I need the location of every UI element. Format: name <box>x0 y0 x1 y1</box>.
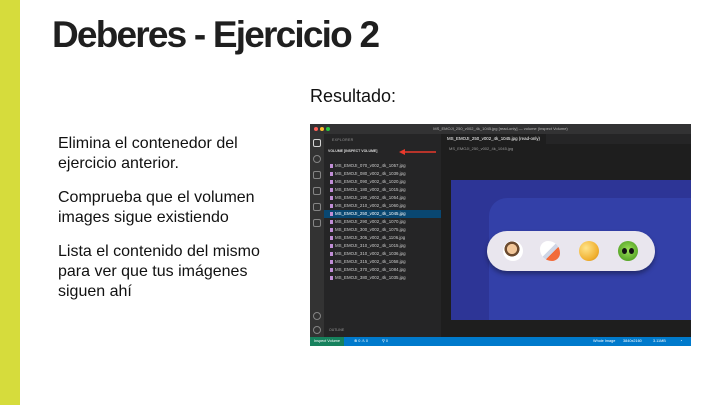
image-preview <box>451 180 691 320</box>
file-name: MS_EMOJI_380_v002_4k_1035.jpg <box>335 275 406 280</box>
file-item[interactable] <box>324 202 441 210</box>
search-icon[interactable] <box>313 155 321 163</box>
image-file-icon <box>330 244 333 248</box>
account-icon[interactable] <box>313 312 321 320</box>
file-item[interactable] <box>324 274 441 282</box>
volume-section-header[interactable]: VOLUME [INSPECT VOLUME] <box>328 149 378 153</box>
image-file-icon <box>330 164 333 168</box>
file-name: MS_EMOJI_070_v002_4k_1057.jpg <box>335 163 406 168</box>
image-file-icon <box>330 196 333 200</box>
file-item[interactable] <box>324 162 441 170</box>
explorer-header: EXPLORER <box>332 138 354 142</box>
file-name: MS_EMOJI_310_v002_4k_1015.jpg <box>335 243 406 248</box>
tab-bar <box>441 134 691 144</box>
image-kind[interactable]: Whole Image <box>593 339 616 343</box>
file-item[interactable] <box>324 266 441 274</box>
image-file-icon <box>330 220 333 224</box>
image-dimensions: 3840x2160 <box>623 339 642 343</box>
file-name: MS_EMOJI_250_v002_4k_1045.jpg <box>335 211 406 216</box>
astronaut-emoji-icon <box>503 241 523 261</box>
image-file-size: 3.11MB <box>653 339 666 343</box>
instructions-list <box>58 134 263 316</box>
file-name: MS_EMOJI_290_v002_4k_1070.jpg <box>335 219 406 224</box>
file-name: MS_EMOJI_315_v002_4k_1058.jpg <box>335 259 406 264</box>
breadcrumb[interactable]: MS_EMOJI_250_v002_4k_1045.jpg <box>449 146 514 151</box>
file-name: MS_EMOJI_300_v002_4k_1075.jpg <box>335 227 406 232</box>
image-file-icon <box>330 172 333 176</box>
outline-section-header[interactable]: OUTLINE <box>329 328 345 332</box>
file-item[interactable] <box>324 170 441 178</box>
instruction-item: Comprueba que el volumen images sigue existiendo <box>58 189 255 226</box>
slide-title: Deberes - Ejercicio 2 <box>52 14 379 55</box>
rocket-emoji-icon <box>540 241 560 261</box>
image-file-icon <box>330 268 333 272</box>
gear-icon[interactable] <box>313 326 321 334</box>
file-name: MS_EMOJI_190_v002_4k_1054.jpg <box>335 195 406 200</box>
red-arrow-icon <box>398 147 438 157</box>
run-debug-icon[interactable] <box>313 187 321 195</box>
accent-bar <box>0 0 20 405</box>
result-label: Resultado: <box>310 86 397 106</box>
image-file-icon <box>330 252 333 256</box>
explorer-sidebar <box>324 134 441 337</box>
image-file-icon <box>330 236 333 240</box>
file-name: MS_EMOJI_080_v002_4k_1039.jpg <box>335 171 406 176</box>
docker-icon[interactable] <box>313 219 321 227</box>
image-file-icon <box>330 276 333 280</box>
file-list <box>324 162 441 282</box>
image-file-icon <box>330 228 333 232</box>
image-file-icon <box>330 212 333 216</box>
editor-area <box>441 134 691 337</box>
file-name: MS_EMOJI_090_v002_4k_1020.jpg <box>335 179 406 184</box>
bell-icon[interactable]: ◔ <box>680 339 683 343</box>
file-name: MS_EMOJI_305_v002_4k_1106.jpg <box>335 235 406 240</box>
window-titlebar <box>310 124 691 134</box>
image-file-icon <box>330 180 333 184</box>
alien-emoji-icon <box>618 241 638 261</box>
problems-indicator[interactable]: ⊗ 0 ⚠ 0 <box>354 339 368 343</box>
image-file-icon <box>330 204 333 208</box>
file-item-selected[interactable] <box>324 210 441 218</box>
emoji-pill <box>487 231 655 271</box>
file-item[interactable] <box>324 226 441 234</box>
file-name: MS_EMOJI_180_v002_4k_1015.jpg <box>335 187 406 192</box>
window-title: MS_EMOJI_250_v002_4k_1045.jpg [read-only] — volume (Inspect Volume) <box>433 126 568 131</box>
moon-emoji-icon <box>579 241 599 261</box>
file-name: MS_EMOJI_210_v002_4k_1060.jpg <box>335 203 406 208</box>
file-item[interactable] <box>324 186 441 194</box>
file-name: MS_EMOJI_370_v002_4k_1084.jpg <box>335 267 406 272</box>
file-item[interactable] <box>324 178 441 186</box>
file-item[interactable] <box>324 218 441 226</box>
status-bar <box>310 337 691 346</box>
activity-bar <box>310 134 324 337</box>
remote-indicator[interactable]: Inspect Volume <box>310 337 344 346</box>
image-file-icon <box>330 188 333 192</box>
image-file-icon <box>330 260 333 264</box>
file-item[interactable] <box>324 234 441 242</box>
file-name: MS_EMOJI_310_v002_4k_1036.jpg <box>335 251 406 256</box>
file-item[interactable] <box>324 258 441 266</box>
explorer-icon[interactable] <box>313 139 321 147</box>
file-item[interactable] <box>324 242 441 250</box>
instruction-item: Lista el contenido del mismo para ver que tus imágenes siguen ahí <box>58 243 260 300</box>
extensions-icon[interactable] <box>313 203 321 211</box>
file-item[interactable] <box>324 250 441 258</box>
ports-indicator[interactable]: ⚲ 0 <box>382 339 388 343</box>
file-item[interactable] <box>324 194 441 202</box>
instruction-item: Elimina el contenedor del ejercicio anterior. <box>58 135 238 172</box>
vscode-screenshot <box>310 124 691 346</box>
source-control-icon[interactable] <box>313 171 321 179</box>
editor-tab[interactable]: MS_EMOJI_250_v002_4k_1045.jpg (read-only) <box>441 134 546 144</box>
